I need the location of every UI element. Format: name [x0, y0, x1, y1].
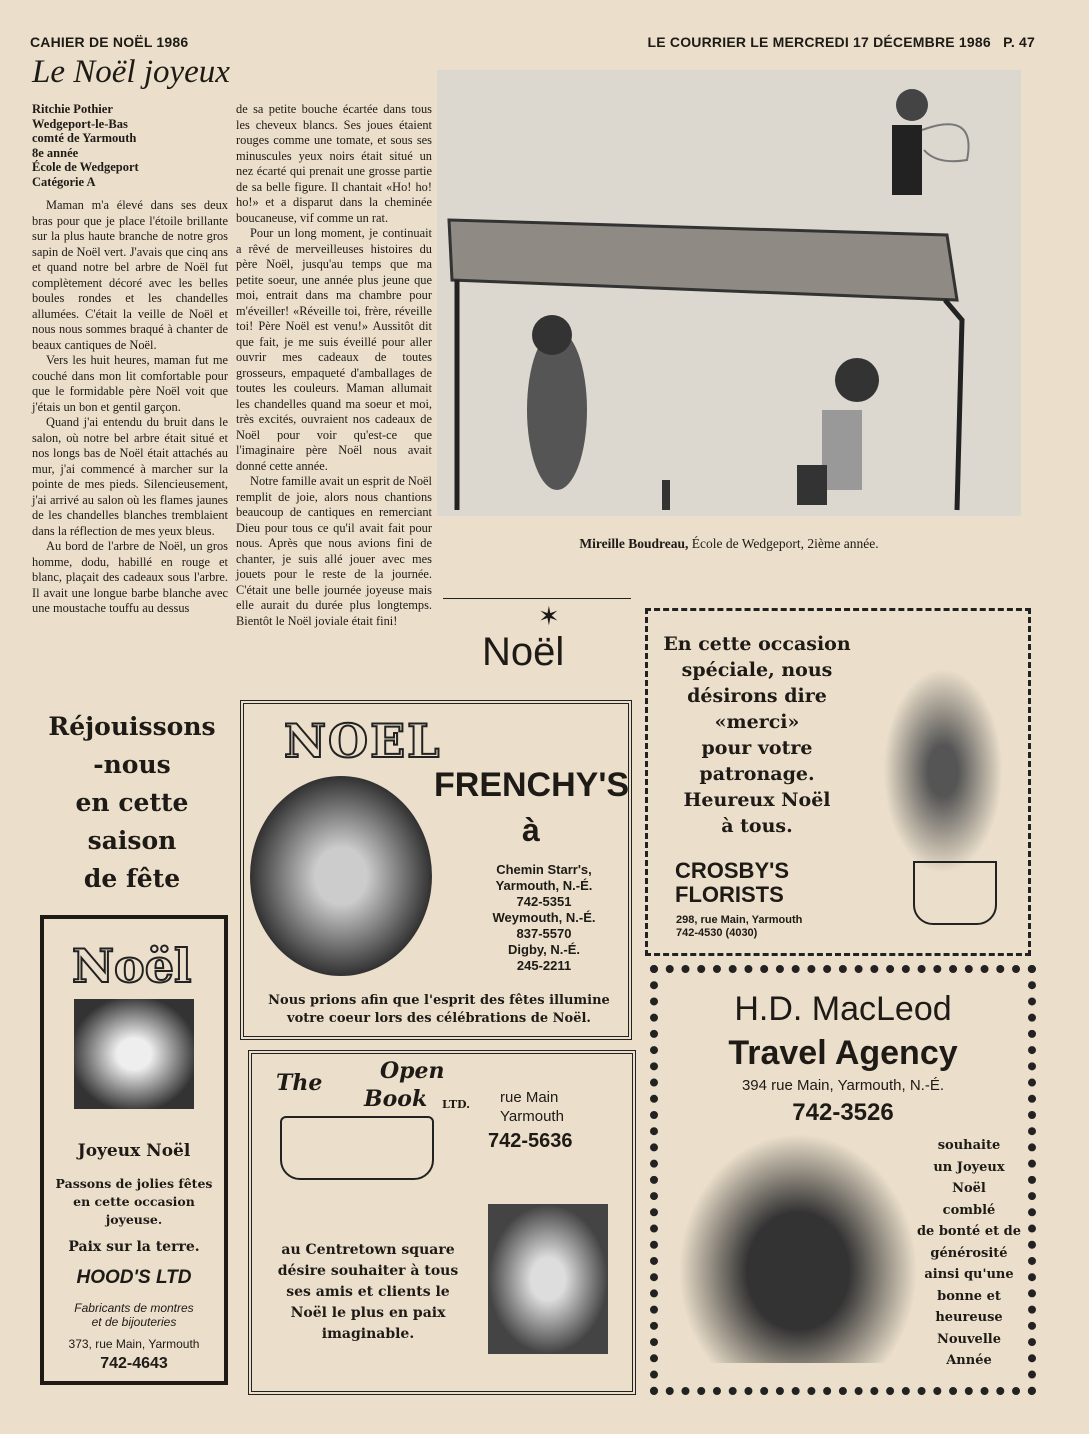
- address: 298, rue Main, Yarmouth: [676, 914, 803, 926]
- ad-line: de fête: [83, 864, 181, 893]
- logo-open: Open: [380, 1058, 445, 1084]
- ad-line: Nouvelle: [937, 1331, 1001, 1347]
- byline-line: Wedgeport-le-Bas: [32, 116, 128, 131]
- byline-line: comté de Yarmouth: [32, 131, 137, 146]
- candles-bible-illustration: [488, 1204, 608, 1354]
- paragraph: Quand j'ai entendu du bruit dans le salon, où notre bel arbre était situé et nos longs bas de Noël était attachés au mur, j'ai commencé à marcher sur la pointe de mes pieds. Silencieusement, j'ai arrivé au salon où les flames jaunes de les chandelles blanches tremblaient dans la réflection de mes yeux bleus.: [32, 415, 228, 538]
- crosbys-message: [652, 631, 862, 839]
- phone: 245-2211: [516, 958, 572, 973]
- openbook-message: [268, 1240, 468, 1345]
- name-line: CROSBY'S: [675, 858, 790, 883]
- ad-line: Passons de jolies fêtes: [55, 1176, 213, 1191]
- ad-line: En cette occasion: [663, 633, 851, 655]
- openbook-phone: 742-5636: [488, 1130, 573, 1152]
- ad-line: souhaite: [937, 1138, 1001, 1153]
- name-line: H.D. MacLeod: [734, 990, 952, 1028]
- ad-line: imaginable.: [321, 1326, 415, 1342]
- open-book-icon: [280, 1116, 434, 1180]
- macleod-message: [914, 1135, 1024, 1372]
- paragraph: Pour un long moment, je continuait a rêvé de merveilleuses histoires du père Noël, jusqu'au temps que ma petite soeur, une année plus jeune que moi, entrait dans ma chambre pour m'éveiller! «Réveille toi, frère, réveille toi! Père Noël est venu!» Aussitôt dit que fait, je me suis éveillé pour aller ouvrir mes cadeaux de toutes grosseurs, empaqueté d'amballages de toutes les couleurs. Maman allumait les chandelles quand ma soeur et moi, très excités, ouvraient nos cadeaux de Noël pour voir qu'est-ce que l'imaginaire père Noël nous avait donné cette année.: [236, 226, 432, 473]
- name-line: FLORISTS: [675, 882, 784, 907]
- location: Yarmouth, N.-É.: [495, 878, 593, 893]
- poinsettia-illustration: [873, 651, 1013, 891]
- hoods-address: 373, rue Main, Yarmouth: [68, 1337, 200, 1351]
- ad-line: au Centretown square: [281, 1242, 455, 1258]
- crosbys-contact: [676, 914, 802, 940]
- phone: 742-5351: [516, 894, 572, 909]
- three-wise-men-illustration: [678, 1133, 918, 1363]
- paper-header: [648, 34, 1035, 50]
- ad-line: en cette occasion: [73, 1194, 195, 1209]
- crosbys-name: [675, 859, 789, 907]
- article-title: Le Noël joyeux: [32, 54, 230, 90]
- ad-line: joyeuse.: [105, 1212, 163, 1227]
- ad-line: -nous: [93, 750, 171, 779]
- paragraph: Notre famille avait un esprit de Noël remplit de joie, alors nous chantions beaucoup de cantiques en remerciant Dieu pour tous ce qu'il avait fait pour nous. Après que nous avions fini de chanter, je suis allé jouer avec mes jouets pour le reste de la journée. C'était une belle journée joyeuse mais elle aurait du durée plus longtemps. Bientôt le Noël joviale était fini!: [236, 474, 432, 628]
- ad-line: pour votre: [701, 737, 813, 759]
- ad-line: Noël: [952, 1181, 986, 1196]
- location: Chemin Starr's,: [496, 862, 592, 877]
- child-drawing: [437, 70, 1021, 516]
- logo-the: The: [276, 1070, 323, 1096]
- ad-line: un Joyeux: [933, 1159, 1005, 1175]
- street: rue Main: [500, 1089, 559, 1106]
- ad-line: Heureux Noël: [683, 789, 831, 811]
- hoods-name: HOOD'S LTD: [76, 1267, 192, 1288]
- ad-line: comblé: [942, 1202, 996, 1218]
- phone: 837-5570: [516, 926, 572, 941]
- ad-line: bonne et: [937, 1288, 1001, 1304]
- section-header: CAHIER DE NOËL 1986: [30, 34, 189, 50]
- location: Digby, N.-É.: [508, 942, 580, 957]
- frenchys-ad: [240, 700, 632, 1040]
- location: Weymouth, N.-É.: [492, 910, 596, 925]
- star-icon: ✶: [538, 602, 560, 631]
- frenchys-name: FRENCHY'S: [434, 766, 630, 804]
- ad-line: patronage.: [699, 763, 815, 785]
- byline-line: 8e année: [32, 145, 79, 160]
- ad-line: Année: [946, 1353, 992, 1368]
- paragraph: de sa petite bouche écartée dans tous les cheveux blancs. Ses joues étaient rouges comme une tomate, et sous ses minuscules yeux noirs était situé un nez écarté qui prenait une grosse partie de sa belle figure. Il chantait «Ho! ho! ho!» et a disparut dans la cheminée boucaneuse, vif comme un rat.: [236, 102, 432, 225]
- madonna-illustration: [250, 776, 432, 976]
- ad-line: ses amis et clients le: [286, 1284, 450, 1300]
- openbook-address: [500, 1088, 564, 1126]
- ad-line: Noël le plus en paix: [290, 1305, 446, 1321]
- ad-line: de bonté et de: [916, 1224, 1022, 1239]
- ad-line: désire souhaiter à tous: [277, 1263, 459, 1279]
- ad-line: Fabricants de montres: [74, 1301, 194, 1315]
- page-number: P. 47: [1003, 34, 1035, 50]
- noel-ad-title: Noël: [482, 630, 565, 674]
- hoods-ad: [40, 915, 228, 1385]
- macleod-phone: 742-3526: [792, 1099, 894, 1126]
- divider: [443, 598, 631, 599]
- rejouissons-ad: [36, 708, 228, 898]
- noel-logo: NOEL: [284, 714, 442, 768]
- ad-line: spéciale, nous: [681, 659, 833, 681]
- ad-line: et de bijouteries: [91, 1315, 177, 1329]
- hoods-greeting: Joyeux Noël: [77, 1141, 191, 1161]
- ad-line: heureuse: [935, 1310, 1003, 1325]
- hoods-desc: [44, 1301, 224, 1329]
- byline-line: École de Wedgeport: [32, 160, 139, 175]
- caption-artist: Mireille Boudreau,: [579, 536, 689, 551]
- hoods-wish: [44, 1175, 224, 1229]
- caption-detail: École de Wedgeport, 2ième année.: [688, 536, 879, 551]
- hoods-peace: Paix sur la terre.: [68, 1239, 200, 1255]
- frenchys-a: à: [522, 812, 540, 848]
- frenchys-locations: [484, 862, 604, 974]
- ad-line: en cette: [75, 788, 189, 817]
- noel-logo: Noël: [72, 939, 192, 993]
- ad-line: saison: [87, 826, 177, 855]
- paper-date: LE COURRIER LE MERCREDI 17 DÉCEMBRE 1986: [647, 34, 991, 50]
- macleod-name: [658, 987, 1028, 1075]
- flower-pot-icon: [913, 861, 997, 925]
- drawing-caption: [437, 536, 1021, 552]
- byline-line: Ritchie Pothier: [32, 102, 113, 116]
- ad-line: «merci»: [714, 711, 800, 733]
- name-line: Travel Agency: [728, 1034, 958, 1072]
- paragraph: Au bord de l'arbre de Noël, un gros homme, dodu, habillé en rouge et blanc, plaçait des cadeaux sous l'arbre. Il avait une longue barbe blanche avec une moustache touffu au dessus: [32, 539, 228, 615]
- logo-book: Book: [364, 1086, 428, 1112]
- openbook-ad: [248, 1050, 636, 1395]
- city: Yarmouth: [500, 1108, 564, 1125]
- ad-line: à tous.: [721, 815, 793, 837]
- ad-line: ainsi qu'une: [924, 1267, 1014, 1282]
- phone: 742-4530 (4030): [676, 927, 758, 939]
- hoods-phone: 742-4643: [100, 1355, 168, 1372]
- byline: [32, 102, 228, 190]
- macleod-ad: [650, 965, 1036, 1395]
- article-column-1: [32, 198, 228, 617]
- macleod-address: 394 rue Main, Yarmouth, N.-É.: [741, 1077, 945, 1094]
- nativity-illustration: [74, 999, 194, 1109]
- article-column-2: [236, 102, 432, 629]
- paragraph: Vers les huit heures, maman fut me couché dans mon lit comfortable pour que le formidable père Noël voit que j'étais un bon et gentil garçon.: [32, 353, 228, 414]
- logo-ltd: LTD.: [442, 1098, 470, 1111]
- paragraph: Maman m'a élevé dans ses deux bras pour que je place l'étoile brillante sur la plus haute branche de notre gros sapin de Noël vert. J'avais que cinq ans et quand notre bel arbre de Noël fut complètement décoré avec les belles boules rondes et les chandelles allumées. C'était la veille de Noël et nous nous sommes braqué à chanter de beaux cantiques de Noël.: [32, 198, 228, 352]
- frenchys-message: Nous prions afin que l'esprit des fêtes illumine votre coeur lors des célébrations de Noël.: [268, 993, 610, 1026]
- crosbys-ad: [645, 608, 1031, 956]
- ad-line: générosité: [930, 1245, 1008, 1261]
- ad-line: Réjouissons: [48, 712, 216, 741]
- byline-line: Catégorie A: [32, 174, 96, 189]
- ad-line: désirons dire: [687, 685, 827, 707]
